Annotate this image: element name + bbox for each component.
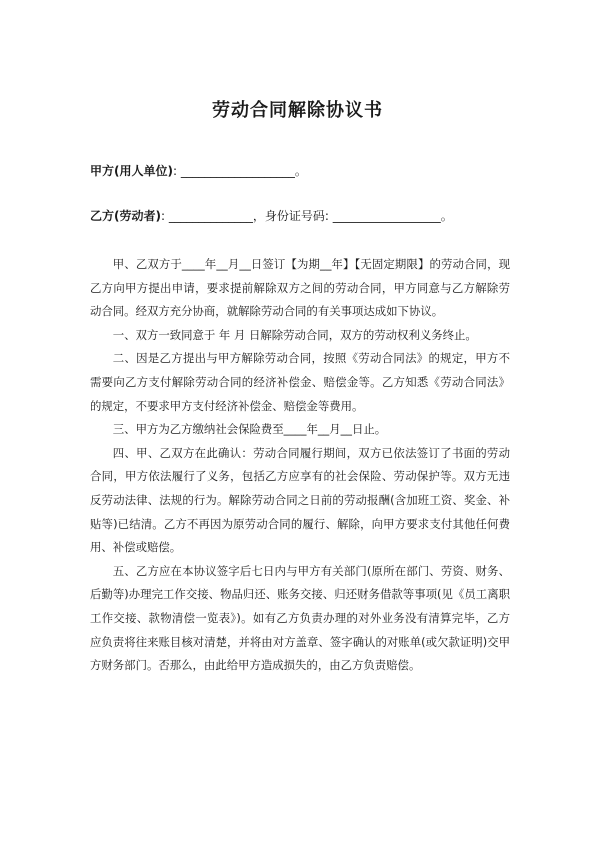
- party-a-label: 甲方(用人单位): [90, 164, 173, 178]
- clause-4-paragraph: 四、甲、乙双方在此确认：劳动合同履行期间，双方已依法签订了书面的劳动合同，甲方依法履行了义务，包括乙方应享有的社会保险、劳动保护等。双方无违反劳动法律、法规的行为。解除劳动合同之日前的劳动报酬(含加班工资、奖金、补贴等)已结清。乙方不再因为原劳动合同的履行、解除，向甲方要求支付其他任何费用、补偿或赔偿。: [90, 445, 510, 555]
- clause-1-paragraph: 一、双方一致同意于 年 月 日解除劳动合同，双方的劳动权利义务终止。: [112, 327, 477, 342]
- clause-2-paragraph: 二、因是乙方提出与甲方解除劳动合同，按照《劳动合同法》的规定，甲方不需要向乙方支付解除劳动合同的经济补偿金、赔偿金等。乙方知悉《劳动合同法》的规定，不要求甲方支付经济补偿金、赔偿金等费用。: [90, 351, 510, 413]
- party-b-label: 乙方(劳动者): [90, 209, 161, 223]
- clause-5-paragraph: 五、乙方应在本协议签字后七日内与甲方有关部门(原所在部门、劳资、财务、后勤等)办理完工作交接、物品归还、账务交接、归还财务借款等事项(见《员工离职工作交接、款物清偿一览表》)。如有乙方负责办理的对外业务没有清算完毕，乙方应负责将往来账目核对清楚，并将由对方盖章、签字确认的对账单(或欠款证明)交甲方财务部门。否那么，由此给甲方造成损失的，由乙方负责赔偿。: [90, 563, 510, 673]
- party-a-blank: : ___________________。: [172, 164, 307, 178]
- clause-3-paragraph: 三、甲方为乙方缴纳社会保险费至____年__月__日止。: [112, 422, 387, 437]
- agreement-body: [90, 253, 510, 678]
- party-a-line: [90, 163, 307, 179]
- document-title: 劳动合同解除协议书: [212, 100, 383, 121]
- party-b-line: [90, 208, 453, 224]
- intro-paragraph: 甲、乙双方于____年__月__日签订【为期__年】【无固定期限】的劳动合同，现乙方向甲方提出申请，要求提前解除双方之间的劳动合同，甲方同意与乙方解除劳动合同。经双方充分协商，就解除劳动合同的有关事项达成如下协议。: [90, 257, 510, 319]
- party-b-blank: : ______________，身份证号码: __________________。: [160, 209, 453, 223]
